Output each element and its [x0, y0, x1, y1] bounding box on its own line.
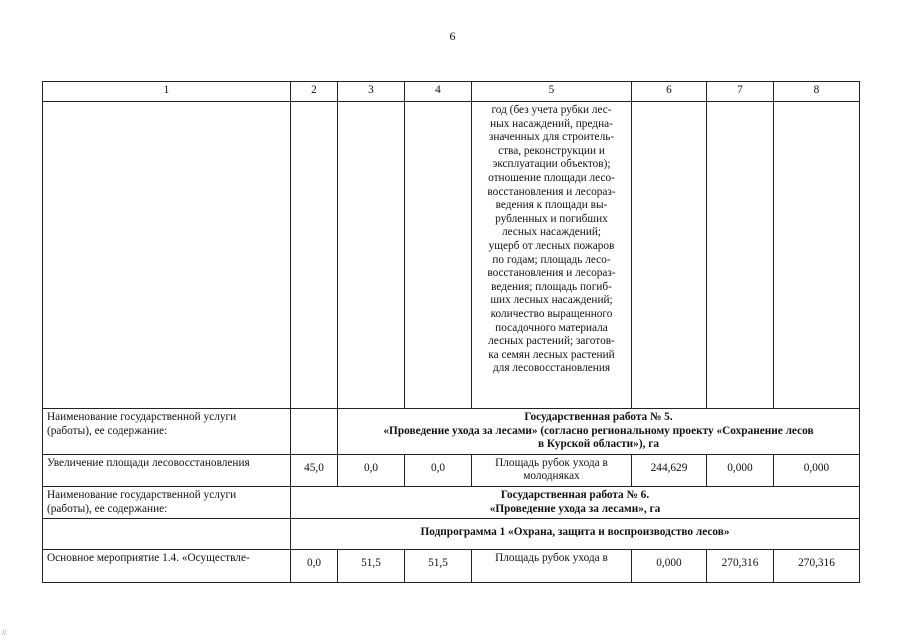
empty-cell	[43, 519, 291, 550]
cell-c8: 0,000	[774, 454, 860, 486]
empty-cell	[291, 102, 338, 409]
cell-c7: 0,000	[707, 454, 774, 486]
page-number: 6	[449, 29, 456, 43]
col-header-3: 3	[338, 82, 405, 102]
col-header-5: 5	[472, 82, 632, 102]
service6-title: Государственная работа № 6. «Проведение ухода за лесами», га	[291, 486, 860, 518]
header-row	[43, 82, 860, 102]
indicator-list-cell: год (без учета рубки лес- ных насаждений, предна- значенных для строитель- ства, реконструкции и эксплуатации объектов); отношение площади лесо- восстановления и лесораз- ведения к площади вы- рубленных и погибших лесных насаждений; ущерб от лесных пожаров по годам; площадь лесо- восстановления и лесораз- ведения; площадь погиб- ших лесных насаждений; количество выращенного посадочного материала лесных растений; заготов- ка семян лесных растений для лесовосстановления	[472, 102, 632, 409]
col-header-8: 8	[774, 82, 860, 102]
service6-row	[43, 486, 860, 518]
main-event-row	[43, 549, 860, 582]
cell-c2: 45,0	[291, 454, 338, 486]
empty-cell	[405, 102, 472, 409]
col-header-2: 2	[291, 82, 338, 102]
col-header-6: 6	[632, 82, 707, 102]
cell-c3: 51,5	[338, 549, 405, 582]
service5-row	[43, 409, 860, 455]
empty-cell	[43, 102, 291, 409]
cell-c3: 0,0	[338, 454, 405, 486]
service5-label: Наименование государственной услуги (работы), ее содержание:	[43, 409, 291, 455]
cell-c5: Площадь рубок ухода в молодняках	[472, 454, 632, 486]
col-header-1: 1	[43, 82, 291, 102]
subprogram-row	[43, 519, 860, 550]
corner-mark: //	[2, 628, 7, 637]
service5-title: Государственная работа № 5. «Проведение ухода за лесами» (согласно региональному проекту «Сохранение лесов в Курской области»), га	[338, 409, 860, 455]
col-header-7: 7	[707, 82, 774, 102]
subprogram-title: Подпрограмма 1 «Охрана, защита и воспроизводство лесов»	[291, 519, 860, 550]
service6-label: Наименование государственной услуги (работы), ее содержание:	[43, 486, 291, 518]
increase-row	[43, 454, 860, 486]
empty-cell	[632, 102, 707, 409]
cell-c2: 0,0	[291, 549, 338, 582]
col-header-4: 4	[405, 82, 472, 102]
cell-c6: 244,629	[632, 454, 707, 486]
cell-c4: 0,0	[405, 454, 472, 486]
empty-cell	[291, 409, 338, 455]
cell-c4: 51,5	[405, 549, 472, 582]
continuation-row	[43, 102, 860, 409]
cell-c7: 270,316	[707, 549, 774, 582]
cell-c5: Площадь рубок ухода в	[472, 549, 632, 582]
row-name: Увеличение площади лесовосстановления	[43, 454, 291, 486]
row-name: Основное мероприятие 1.4. «Осуществле-	[43, 549, 291, 582]
cell-c6: 0,000	[632, 549, 707, 582]
cell-c8: 270,316	[774, 549, 860, 582]
program-table	[42, 81, 860, 583]
empty-cell	[338, 102, 405, 409]
empty-cell	[774, 102, 860, 409]
empty-cell	[707, 102, 774, 409]
